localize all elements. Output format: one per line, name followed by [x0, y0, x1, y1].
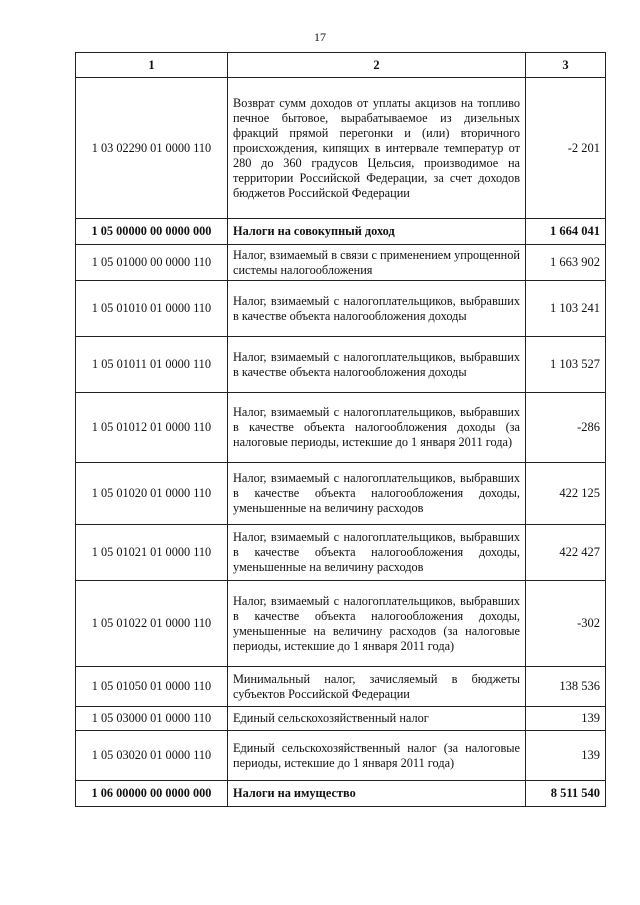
row-name-cell: Возврат сумм доходов от уплаты акцизов на топливо печное бытовое, вырабатываемое из дизельных фракций прямой перегонки и (или) вторичного происхождения, кипящих в интервале температур от 280 до 360 градусов Цельсия, производимое на территории Российской Федерации, за счет доходов бюджетов Российской Федерации — [228, 78, 526, 219]
row-code-cell: 1 05 01000 00 0000 110 — [76, 245, 228, 281]
row-amount-cell: 422 427 — [526, 525, 606, 581]
row-amount-cell: 8 511 540 — [526, 781, 606, 807]
row-code-cell: 1 05 01011 01 0000 110 — [76, 337, 228, 393]
table-row — [76, 667, 606, 707]
row-code-cell: 1 05 01022 01 0000 110 — [76, 581, 228, 667]
row-amount-cell: 1 664 041 — [526, 219, 606, 245]
table-row — [76, 707, 606, 731]
row-amount-cell: 139 — [526, 707, 606, 731]
row-name-cell: Налоги на имущество — [228, 781, 526, 807]
row-code-cell: 1 05 01010 01 0000 110 — [76, 281, 228, 337]
row-name-cell: Налог, взимаемый с налогоплательщиков, выбравших в качестве объекта налогообложения доходы, уменьшенные на величину расходов (за налоговые периоды, истекшие до 1 января 2011 года) — [228, 581, 526, 667]
row-code-cell: 1 05 01050 01 0000 110 — [76, 667, 228, 707]
row-name-cell: Налог, взимаемый с налогоплательщиков, выбравших в качестве объекта налогообложения доходы — [228, 281, 526, 337]
row-name-cell: Налоги на совокупный доход — [228, 219, 526, 245]
table-row — [76, 337, 606, 393]
row-name-cell: Единый сельскохозяйственный налог (за налоговые периоды, истекшие до 1 января 2011 года) — [228, 731, 526, 781]
row-amount-cell: 1 103 527 — [526, 337, 606, 393]
row-name-cell: Налог, взимаемый с налогоплательщиков, выбравших в качестве объекта налогообложения доходы (за налоговые периоды, истекшие до 1 января 2011 года) — [228, 393, 526, 463]
table-row — [76, 781, 606, 807]
row-code-cell: 1 05 01021 01 0000 110 — [76, 525, 228, 581]
row-amount-cell: 422 125 — [526, 463, 606, 525]
row-name-cell: Единый сельскохозяйственный налог — [228, 707, 526, 731]
row-amount-cell: -302 — [526, 581, 606, 667]
row-code-cell: 1 05 00000 00 0000 000 — [76, 219, 228, 245]
row-amount-cell: 1 663 902 — [526, 245, 606, 281]
table-row — [76, 463, 606, 525]
row-amount-cell: 139 — [526, 731, 606, 781]
row-code-cell: 1 03 02290 01 0000 110 — [76, 78, 228, 219]
row-name-cell: Налог, взимаемый с налогоплательщиков, выбравших в качестве объекта налогообложения доходы, уменьшенные на величину расходов — [228, 463, 526, 525]
row-amount-cell: 138 536 — [526, 667, 606, 707]
row-name-cell: Налог, взимаемый с налогоплательщиков, выбравших в качестве объекта налогообложения доходы — [228, 337, 526, 393]
row-name-cell: Налог, взимаемый с налогоплательщиков, выбравших в качестве объекта налогообложения доходы, уменьшенные на величину расходов — [228, 525, 526, 581]
table-row — [76, 219, 606, 245]
budget-revenue-table — [75, 52, 606, 807]
table-row — [76, 281, 606, 337]
row-code-cell: 1 05 01020 01 0000 110 — [76, 463, 228, 525]
table-row — [76, 78, 606, 219]
row-amount-cell: -286 — [526, 393, 606, 463]
row-name-cell: Налог, взимаемый в связи с применением упрощенной системы налогообложения — [228, 245, 526, 281]
table-row — [76, 525, 606, 581]
table-header-row — [76, 53, 606, 78]
table-row — [76, 245, 606, 281]
header-col-name: 2 — [228, 53, 526, 78]
header-col-code: 1 — [76, 53, 228, 78]
page-number: 17 — [314, 30, 326, 44]
row-name-cell: Минимальный налог, зачисляемый в бюджеты субъектов Российской Федерации — [228, 667, 526, 707]
header-col-amount: 3 — [526, 53, 606, 78]
row-code-cell: 1 05 03000 01 0000 110 — [76, 707, 228, 731]
row-amount-cell: 1 103 241 — [526, 281, 606, 337]
table-row — [76, 393, 606, 463]
table-row — [76, 581, 606, 667]
row-code-cell: 1 05 01012 01 0000 110 — [76, 393, 228, 463]
row-code-cell: 1 05 03020 01 0000 110 — [76, 731, 228, 781]
row-code-cell: 1 06 00000 00 0000 000 — [76, 781, 228, 807]
table-row — [76, 731, 606, 781]
row-amount-cell: -2 201 — [526, 78, 606, 219]
